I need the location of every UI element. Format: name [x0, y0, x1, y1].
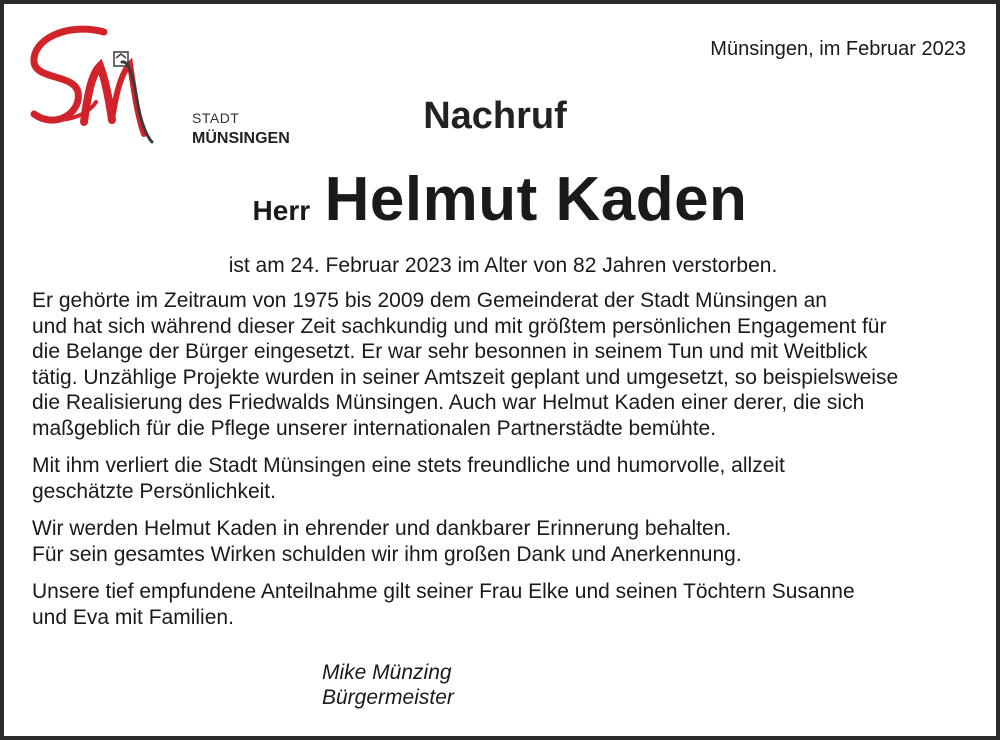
deceased-name: Helmut Kaden: [324, 165, 748, 234]
text-line: maßgeblich für die Pflege unserer internationalen Partnerstädte bemühte.: [32, 416, 717, 440]
text-line: und Eva mit Familien.: [32, 605, 234, 629]
text-line: und hat sich während dieser Zeit sachkundig und mit größtem persönlichen Engagement für: [32, 314, 887, 338]
text-line: geschätzte Persönlichkeit.: [32, 479, 276, 503]
logo-city-text: MÜNSINGEN: [192, 130, 290, 147]
signatory-title: Bürgermeister: [322, 686, 454, 709]
text-line: tätig. Unzählige Projekte wurden in seiner Amtszeit geplant und umgesetzt, so beispielsweise: [32, 365, 899, 389]
text-line: die Realisierung des Friedwalds Münsingen. Auch war Helmut Kaden einer derer, die sich: [32, 391, 865, 414]
paragraph-3: [32, 516, 972, 567]
place-date: Münsingen, im Februar 2023: [710, 38, 966, 60]
signature-block: [322, 660, 454, 710]
text-line: Er gehörte im Zeitraum von 1975 bis 2009 dem Gemeinderat der Stadt Münsingen an: [32, 289, 827, 312]
honorific: Herr: [252, 195, 311, 226]
text-line: Wir werden Helmut Kaden in ehrender und dankbarer Erinnerung behalten.: [32, 517, 732, 540]
death-notice-line: ist am 24. Februar 2023 im Alter von 82 Jahren verstorben.: [228, 254, 778, 277]
logo-stadt-text: STADT: [192, 110, 240, 126]
page-title: [0, 95, 990, 138]
text-line: Unsere tief empfundene Anteilnahme gilt seiner Frau Elke und seinen Töchtern Susanne: [32, 580, 855, 603]
obituary-body: [32, 288, 972, 642]
paragraph-1: [32, 288, 972, 441]
paragraph-2: [32, 453, 972, 504]
text-line: die Belange der Bürger eingesetzt. Er war sehr besonnen in seinem Tun und mit Weitblick: [32, 340, 868, 363]
deceased-name-line: [0, 164, 1000, 235]
text-line: Für sein gesamtes Wirken schulden wir ihm großen Dank und Anerkennung.: [32, 542, 742, 566]
paragraph-4: [32, 579, 972, 630]
text-line: Mit ihm verliert die Stadt Münsingen eine stets freundliche und humorvolle, allzeit: [32, 454, 785, 477]
heading-text: Nachruf: [423, 95, 567, 137]
signatory-name: Mike Münzing: [322, 661, 452, 684]
